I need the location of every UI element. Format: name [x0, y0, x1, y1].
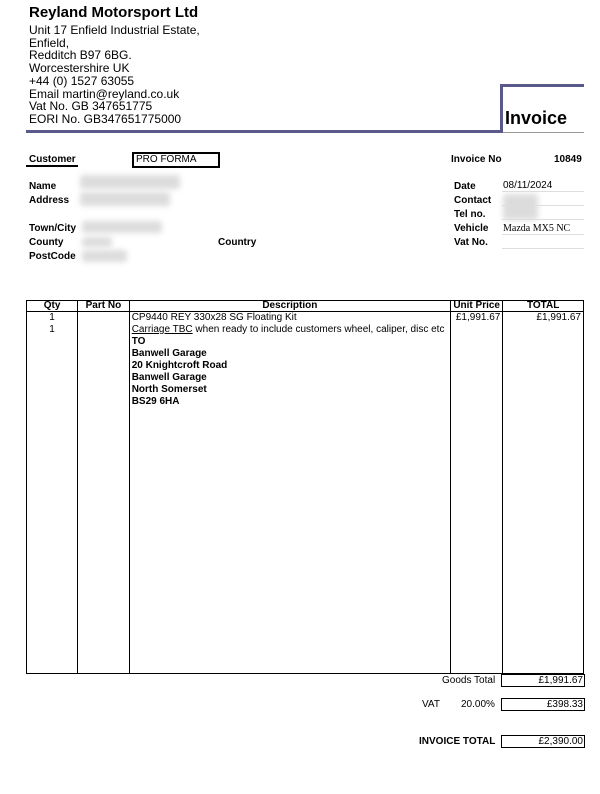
vat-label: VAT — [422, 699, 440, 710]
postcode-label: PostCode — [29, 251, 76, 262]
delivery-line: Banwell Garage — [131, 372, 207, 383]
total-column — [503, 312, 584, 674]
tel-label: Tel no. — [454, 209, 486, 220]
town-label: Town/City — [29, 223, 77, 234]
field-rule — [502, 191, 584, 192]
vat-no-label: Vat No. — [454, 237, 488, 248]
delivery-line: Banwell Garage — [131, 348, 207, 359]
redacted-county — [82, 237, 112, 247]
header-divider — [500, 84, 584, 87]
qty-cell: 1 — [49, 312, 55, 323]
customer-value-box: PRO FORMA — [132, 152, 220, 168]
col-header-total: TOTAL — [503, 301, 584, 312]
address-line: Enfield, — [29, 35, 70, 50]
invoice-no-value: 10849 — [554, 154, 582, 165]
qty-column — [27, 312, 78, 674]
goods-total-label: Goods Total — [442, 675, 496, 686]
county-label: County — [29, 237, 64, 248]
redacted-address — [80, 192, 170, 206]
delivery-line: BS29 6HA — [131, 396, 180, 407]
items-table — [26, 300, 584, 674]
redacted-contact — [503, 194, 538, 220]
date-value: 08/11/2024 — [503, 180, 553, 191]
header-divider — [503, 132, 584, 133]
vat-rate: 20.00% — [461, 699, 495, 710]
desc-cell — [132, 324, 448, 336]
desc-cell: CP9440 REY 330x28 SG Floating Kit — [131, 312, 297, 323]
field-rule — [502, 248, 584, 249]
desc-rest: when ready to include customers wheel, caliper, disc etc — [192, 324, 445, 335]
redacted-town — [82, 221, 162, 233]
col-header-description: Description — [129, 301, 450, 312]
header-divider — [500, 84, 503, 133]
country-label: Country — [218, 237, 257, 248]
vehicle-label: Vehicle — [454, 223, 489, 234]
col-header-part-no: Part No — [78, 301, 130, 312]
customer-label: Customer — [29, 154, 76, 165]
col-header-qty: Qty — [27, 301, 78, 312]
table-body — [27, 312, 584, 674]
unit-price-column — [450, 312, 502, 674]
delivery-line: TO — [131, 336, 146, 347]
vat-value: £398.33 — [501, 698, 585, 711]
col-header-unit-price: Unit Price — [450, 301, 502, 312]
part-no-column — [78, 312, 130, 674]
qty-cell: 1 — [49, 324, 55, 335]
company-name: Reyland Motorsport Ltd — [29, 4, 199, 21]
address-line: Worcestershire UK — [29, 61, 130, 76]
redacted-name — [80, 175, 180, 189]
vehicle-value: Mazda MX5 NC — [503, 223, 571, 234]
redacted-postcode — [82, 250, 127, 262]
eori-line: EORI No. GB347651775000 — [29, 111, 182, 126]
header-divider — [26, 130, 502, 133]
address-label: Address — [29, 195, 70, 206]
description-column — [129, 312, 450, 674]
invoice-total-label: INVOICE TOTAL — [419, 736, 496, 747]
customer-underline — [26, 165, 78, 167]
field-rule — [502, 219, 584, 220]
goods-total-value: £1,991.67 — [501, 674, 585, 687]
phone-line: +44 (0) 1527 63055 — [29, 73, 135, 88]
desc-underlined: Carriage TBC — [131, 324, 193, 335]
address-line: Redditch B97 6BG. — [29, 48, 132, 63]
contact-label: Contact — [454, 195, 492, 206]
address-line: Unit 17 Enfield Industrial Estate, — [29, 23, 200, 37]
company-address — [29, 24, 200, 126]
delivery-line: North Somerset — [131, 384, 207, 395]
total-cell: £1,991.67 — [536, 312, 581, 323]
invoice-no-label: Invoice No — [451, 154, 502, 165]
field-rule — [502, 234, 584, 235]
unit-price-cell: £1,991.67 — [455, 312, 501, 323]
name-label: Name — [29, 181, 57, 192]
vat-line: Vat No. GB 347651775 — [29, 99, 153, 114]
field-rule — [502, 205, 584, 206]
document-title: Invoice — [505, 108, 568, 128]
table-header-row — [27, 301, 584, 312]
delivery-line: 20 Knightcroft Road — [131, 360, 228, 371]
invoice-total-value: £2,390.00 — [501, 735, 585, 748]
date-label: Date — [454, 181, 476, 192]
email-line: Email martin@reyland.co.uk — [29, 86, 180, 101]
